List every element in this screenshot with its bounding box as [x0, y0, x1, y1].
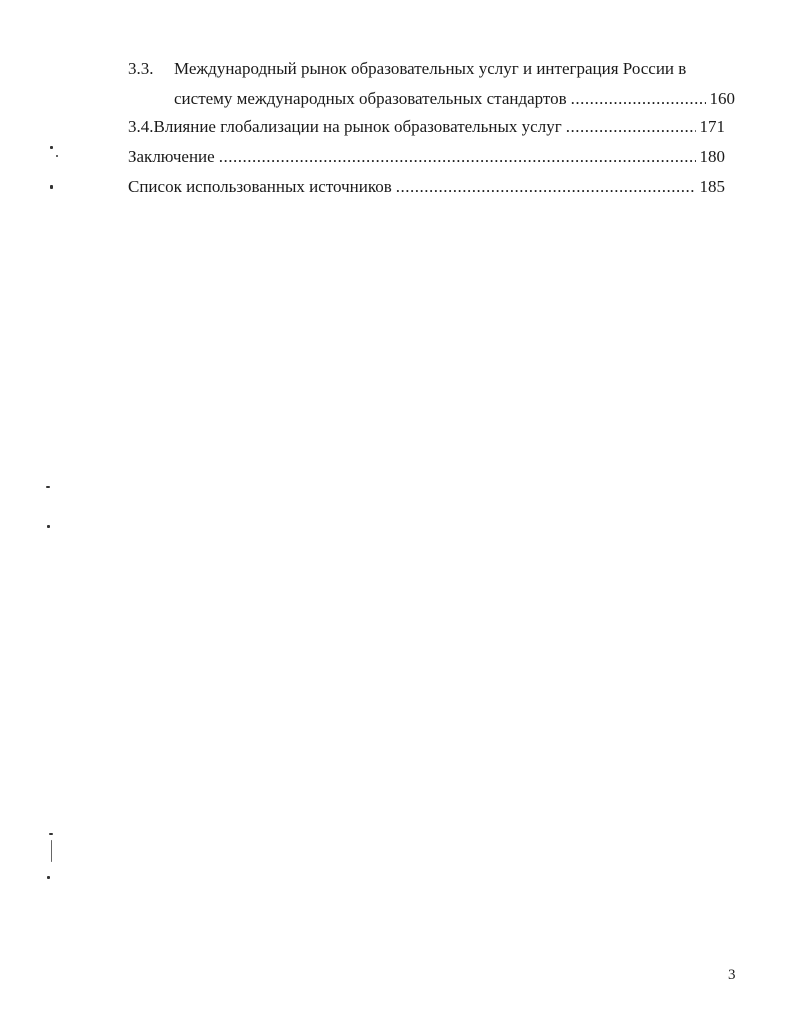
page-number: 3 [728, 967, 736, 983]
toc-entry-conclusion [128, 146, 725, 168]
toc-entry-3-3-line2 [174, 88, 735, 110]
toc-leader-dots [566, 116, 696, 138]
toc-leader-dots [571, 88, 706, 110]
toc-entry-title-continued: систему международных образовательных стандартов [174, 89, 567, 108]
toc-entry-page: 180 [699, 147, 725, 166]
toc-entry-number: 3.3. [128, 59, 154, 78]
toc-entry-number: 3.4. [128, 117, 154, 136]
scan-speck [46, 486, 50, 488]
toc-entry-3-4 [128, 116, 725, 138]
toc-leader-dots [396, 176, 696, 198]
scan-speck [49, 833, 53, 835]
toc-entry-title: Международный рынок образовательных услуг и интеграция России в [174, 59, 687, 78]
toc-leader-dots [219, 146, 696, 168]
scan-speck [50, 146, 53, 149]
toc-entry-sources [128, 176, 725, 198]
toc-entry-title: Список использованных источников [128, 177, 392, 196]
toc-entry-page: 185 [699, 177, 725, 196]
scan-speck [51, 840, 52, 862]
toc-entry-title: Влияние глобализации на рынок образовательных услуг [153, 117, 562, 136]
toc-entry-title: Заключение [128, 147, 215, 166]
scan-speck [50, 185, 53, 189]
toc-entry-page: 171 [699, 117, 725, 136]
toc-entry-page: 160 [709, 89, 735, 108]
scan-speck [47, 876, 50, 879]
toc-entry-3-3-line1 [128, 58, 686, 80]
scan-speck [56, 155, 58, 157]
scan-speck [47, 525, 50, 528]
